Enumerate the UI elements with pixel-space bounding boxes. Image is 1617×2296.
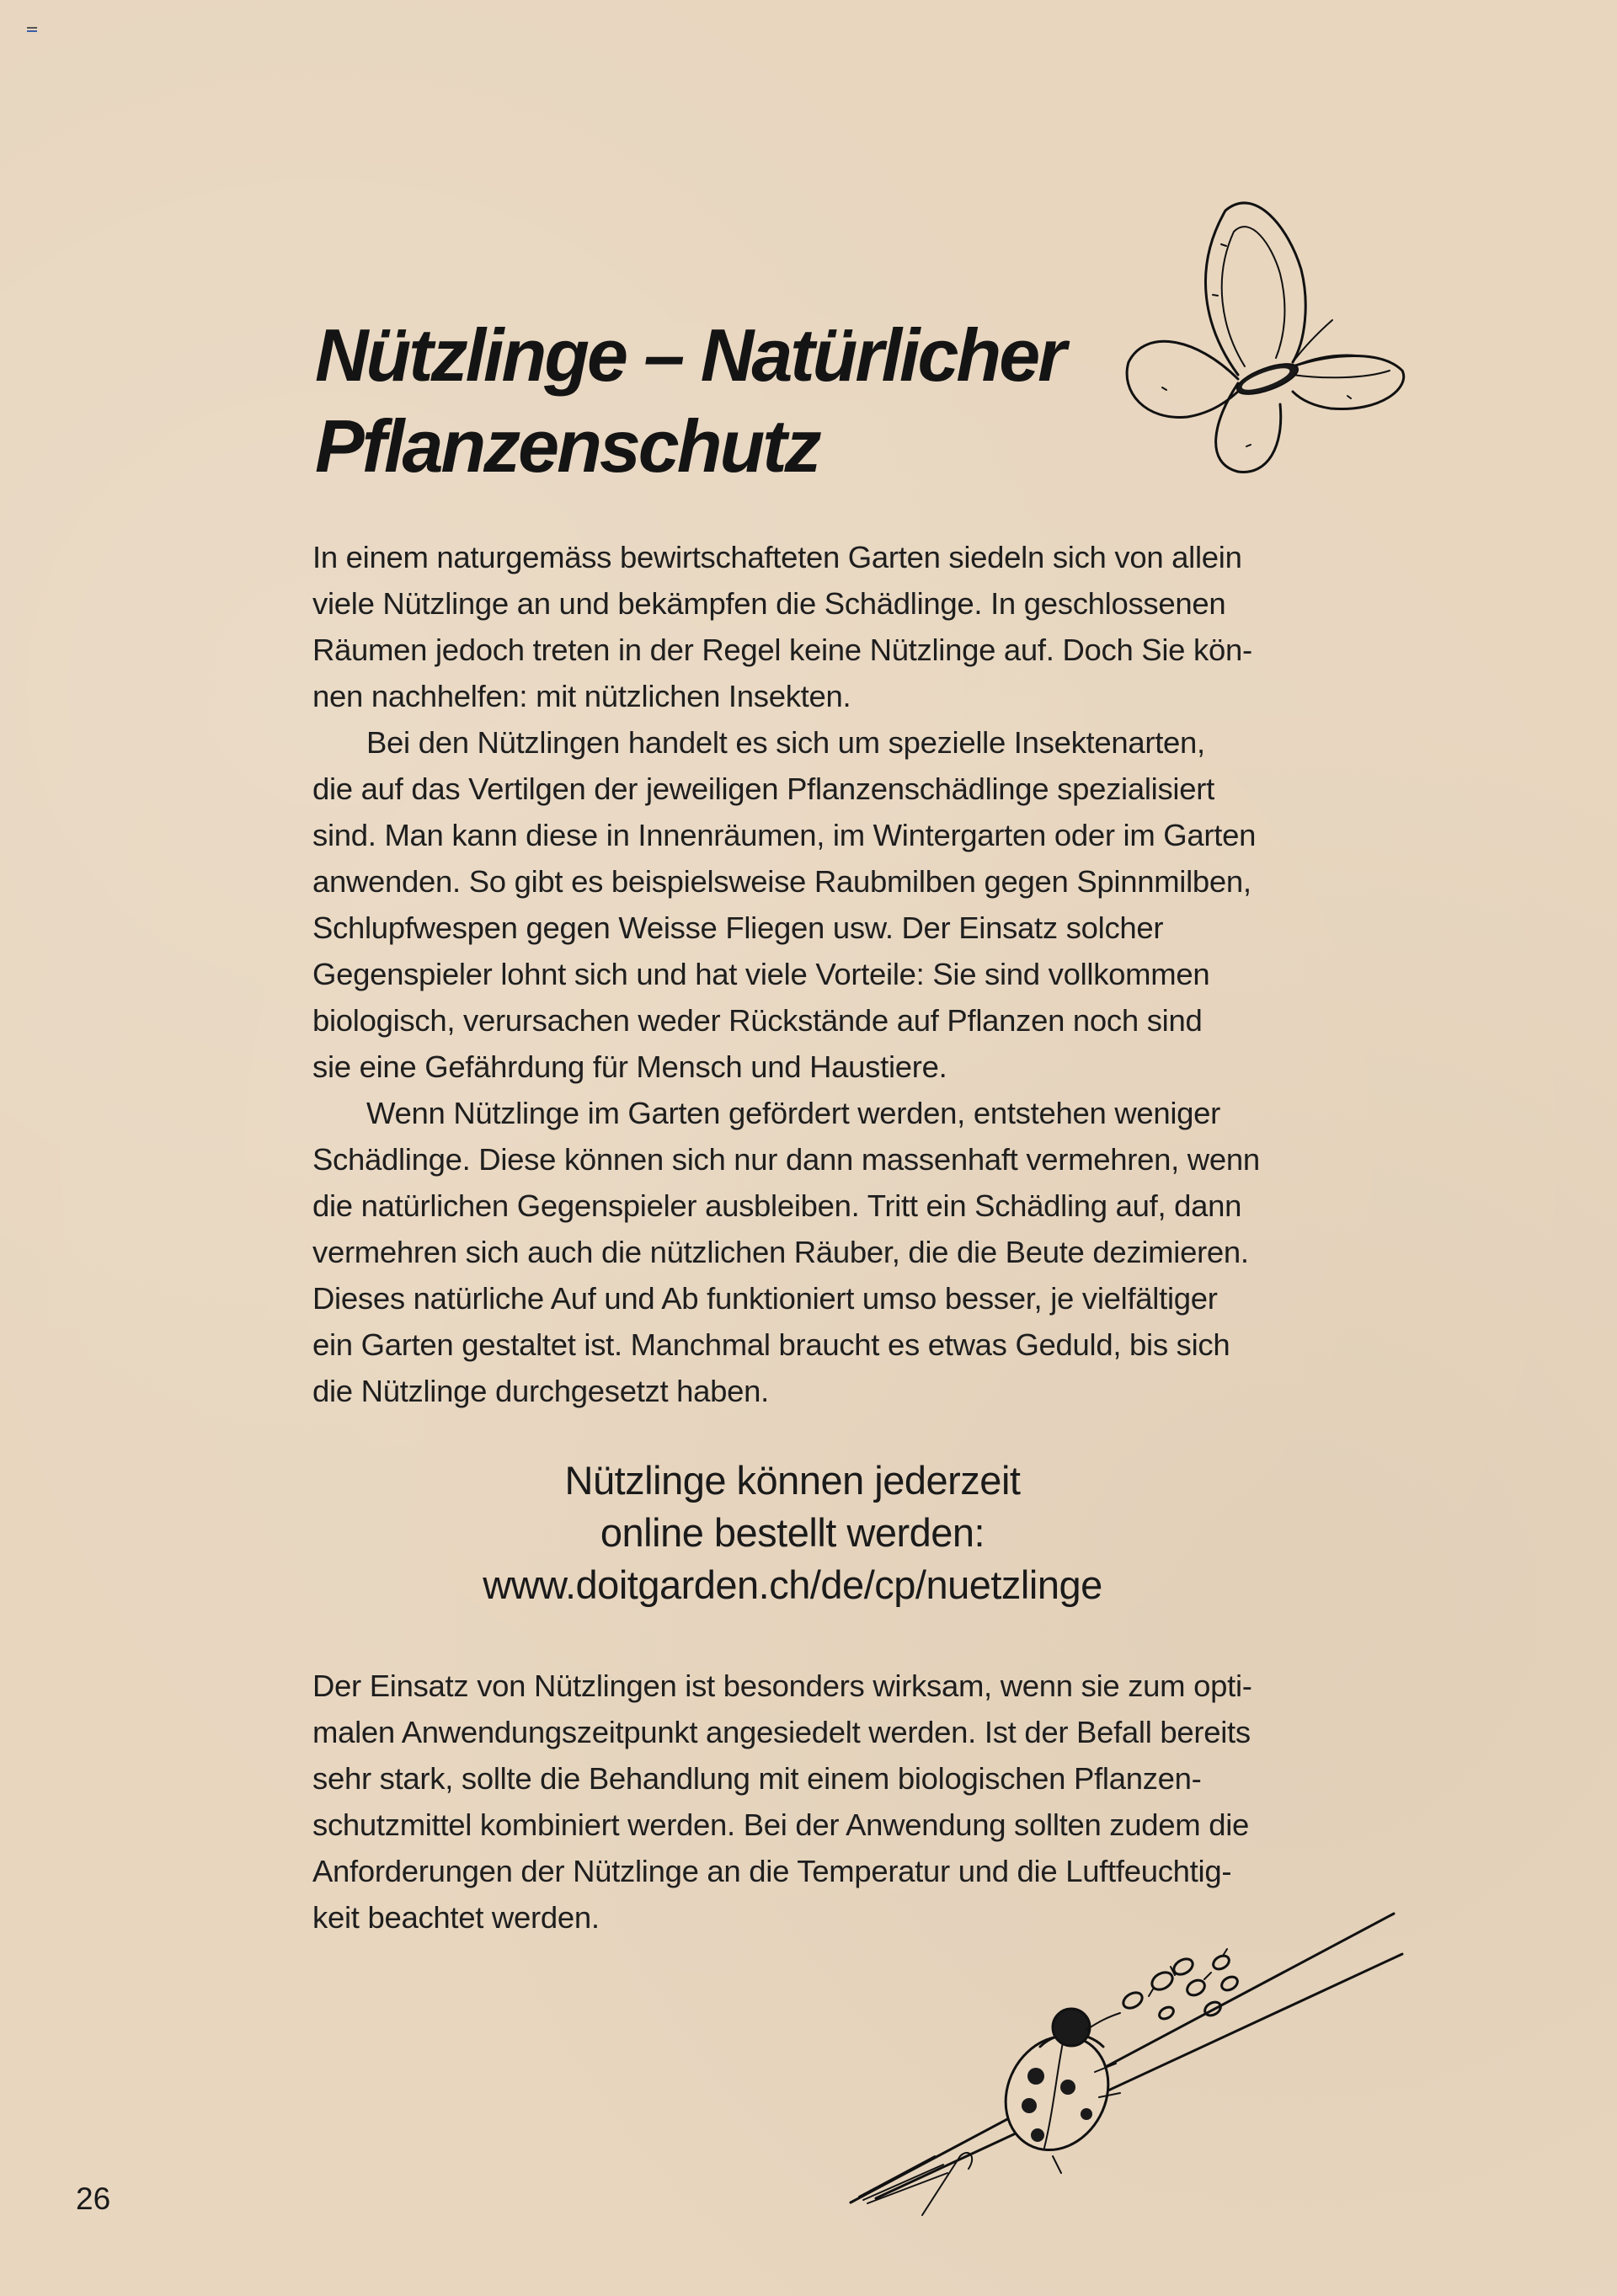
body-line: Gegenspieler lohnt sich und hat viele Vorteile: Sie sind vollkommen [312,957,1210,991]
body-line: Bei den Nützlingen handelt es sich um spezielle Insektenarten, [366,725,1205,760]
body-line: sind. Man kann diese in Innenräumen, im Wintergarten oder im Garten [312,818,1257,852]
body-line: biologisch, verursachen weder Rückstände auf Pflanzen noch sind [312,1003,1203,1038]
page-title [315,310,1123,492]
body-line: In einem naturgemäss bewirtschafteten Garten siedeln sich von allein [312,540,1242,574]
body-line: ein Garten gestaltet ist. Manchmal braucht es etwas Geduld, bis sich [312,1327,1230,1362]
body-line: viele Nützlinge an und bekämpfen die Schädlinge. In geschlossenen [312,586,1226,621]
page-number: 26 [76,2181,111,2216]
butterfly-icon [1112,194,1440,480]
page-title-line-1: Nützlinge – Natürlicher [315,313,1065,397]
body-line: nen nachhelfen: mit nützlichen Insekten. [312,679,851,713]
order-callout [312,1455,1273,1611]
body-line: anwenden. So gibt es beispielsweise Raubmilben gegen Spinnmilben, [312,864,1251,899]
body-line: malen Anwendungszeitpunkt angesiedelt werden. Ist der Befall bereits [312,1715,1251,1749]
order-callout-line-1: Nützlinge können jederzeit [564,1458,1021,1503]
body-line: vermehren sich auch die nützlichen Räuber, die die Beute dezimieren. [312,1235,1249,1269]
body-line: Anforderungen der Nützlinge an die Temperatur und die Luftfeuchtig- [312,1854,1232,1888]
body-text-main [312,534,1281,1414]
body-line: Schädlinge. Diese können sich nur dann massenhaft vermehren, wenn [312,1142,1260,1177]
body-line: die auf das Vertilgen der jeweiligen Pflanzenschädlinge spezialisiert [312,772,1214,806]
ladybug-icon [842,1904,1415,2224]
body-line: Schlupfwespen gegen Weisse Fliegen usw. Der Einsatz solcher [312,910,1164,945]
body-text-closing [312,1663,1281,1941]
page-title-line-2: Pflanzenschutz [315,404,819,488]
body-line: sehr stark, sollte die Behandlung mit einem biologischen Pflanzen- [312,1761,1202,1796]
order-callout-line-2: online bestellt werden: [600,1510,985,1555]
body-line: die Nützlinge durchgesetzt haben. [312,1374,770,1408]
body-line: Der Einsatz von Nützlingen ist besonders wirksam, wenn sie zum opti- [312,1669,1252,1703]
body-line: schutzmittel kombiniert werden. Bei der Anwendung sollten zudem die [312,1807,1250,1842]
body-line: Räumen jedoch treten in der Regel keine Nützlinge auf. Doch Sie kön- [312,633,1252,667]
body-line: Wenn Nützlinge im Garten gefördert werden, entstehen weniger [366,1096,1221,1130]
body-line: Dieses natürliche Auf und Ab funktioniert umso besser, je vielfältiger [312,1281,1218,1316]
body-line: die natürlichen Gegenspieler ausbleiben. Tritt ein Schädling auf, dann [312,1188,1242,1223]
body-line: keit beachtet werden. [312,1900,600,1935]
order-callout-url[interactable]: www.doitgarden.ch/de/cp/nuetzlinge [483,1562,1102,1607]
body-line: sie eine Gefährdung für Mensch und Haustiere. [312,1049,947,1084]
menu-icon[interactable] [27,27,37,35]
